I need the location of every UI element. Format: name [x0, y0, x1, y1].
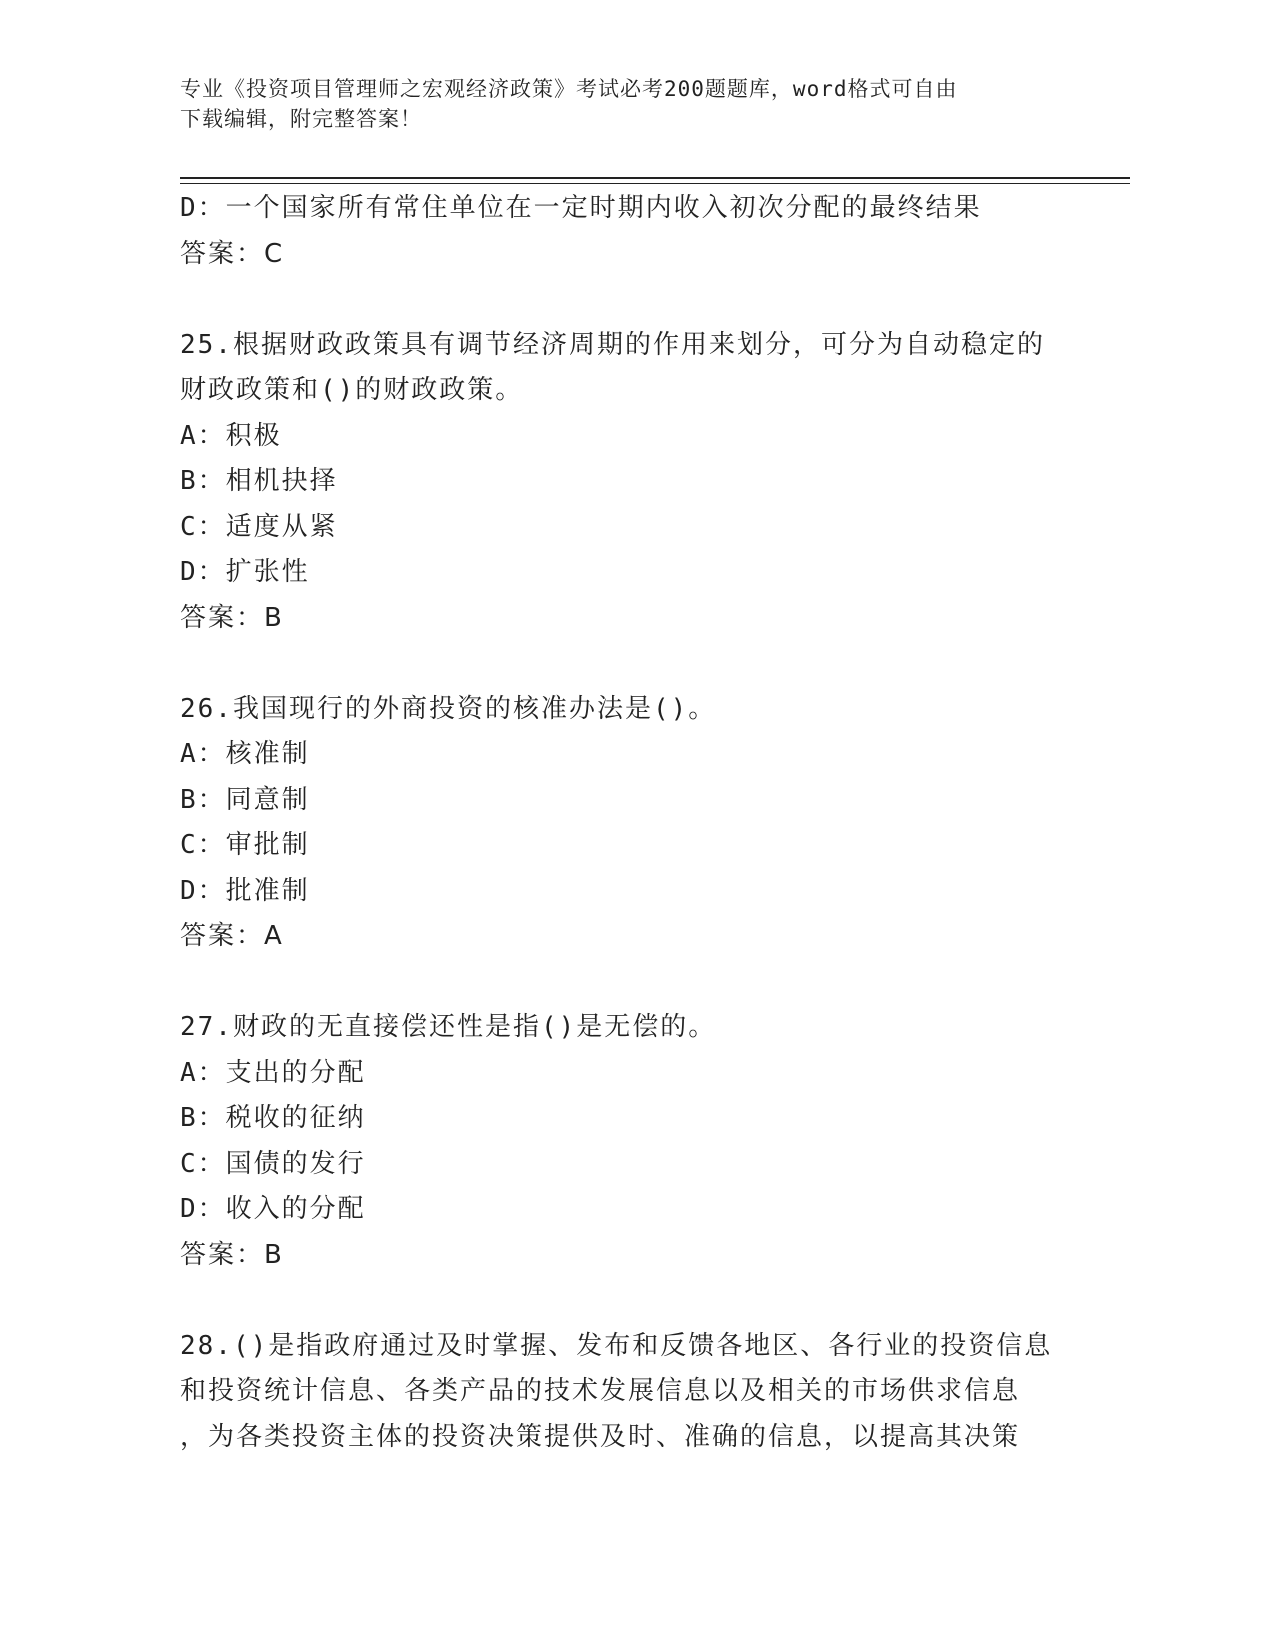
- q28-stem-line-1: 28.()是指政府通过及时掌握、发布和反馈各地区、各行业的投资信息: [180, 1330, 1053, 1361]
- header-rule-thin: [180, 183, 1130, 184]
- q25-option-d: D：扩张性: [180, 557, 310, 587]
- q28-stem-line-2: 和投资统计信息、各类产品的技术发展信息以及相关的市场供求信息: [180, 1376, 1021, 1406]
- q25-stem-line-2: 财政政策和()的财政政策。: [180, 375, 524, 405]
- q25-answer: 答案：B: [180, 602, 284, 633]
- q27-answer: 答案：B: [180, 1239, 284, 1270]
- q26-answer: 答案：A: [180, 921, 284, 951]
- q26-option-d: D：批准制: [180, 875, 310, 906]
- q27-option-d: D：收入的分配: [180, 1194, 366, 1224]
- q27-option-c: C：国债的发行: [180, 1148, 366, 1179]
- q27-option-a: A：支出的分配: [180, 1057, 366, 1088]
- q27-stem-line-1: 27.财政的无直接偿还性是指()是无偿的。: [180, 1012, 717, 1042]
- q26-option-a: A：核准制: [180, 739, 310, 769]
- q25-option-c: C：适度从紧: [180, 511, 338, 542]
- header-line-2: 下载编辑，附完整答案！: [180, 107, 422, 131]
- prev-answer: 答案：C: [180, 238, 285, 269]
- q28-stem-line-3: ，为各类投资主体的投资决策提供及时、准确的信息，以提高其决策: [180, 1421, 1021, 1452]
- q25-option-a: A：积极: [180, 420, 282, 451]
- header-rule-thick: [180, 177, 1130, 179]
- q26-option-c: C：审批制: [180, 830, 310, 860]
- q25-option-b: B：相机抉择: [180, 466, 338, 496]
- q27-option-b: B：税收的征纳: [180, 1103, 366, 1133]
- page-header: [180, 74, 1040, 134]
- header-line-1: 专业《投资项目管理师之宏观经济政策》考试必考200题题库，word格式可自由: [180, 77, 958, 101]
- q26-option-b: B：同意制: [180, 784, 310, 815]
- q25-stem-line-1: 25.根据财政政策具有调节经济周期的作用来划分，可分为自动稳定的: [180, 329, 1045, 360]
- question-list: [180, 186, 1060, 1460]
- q26-stem-line-1: 26.我国现行的外商投资的核准办法是()。: [180, 693, 717, 724]
- prev-option-d: D：一个国家所有常住单位在一定时期内收入初次分配的最终结果: [180, 193, 982, 223]
